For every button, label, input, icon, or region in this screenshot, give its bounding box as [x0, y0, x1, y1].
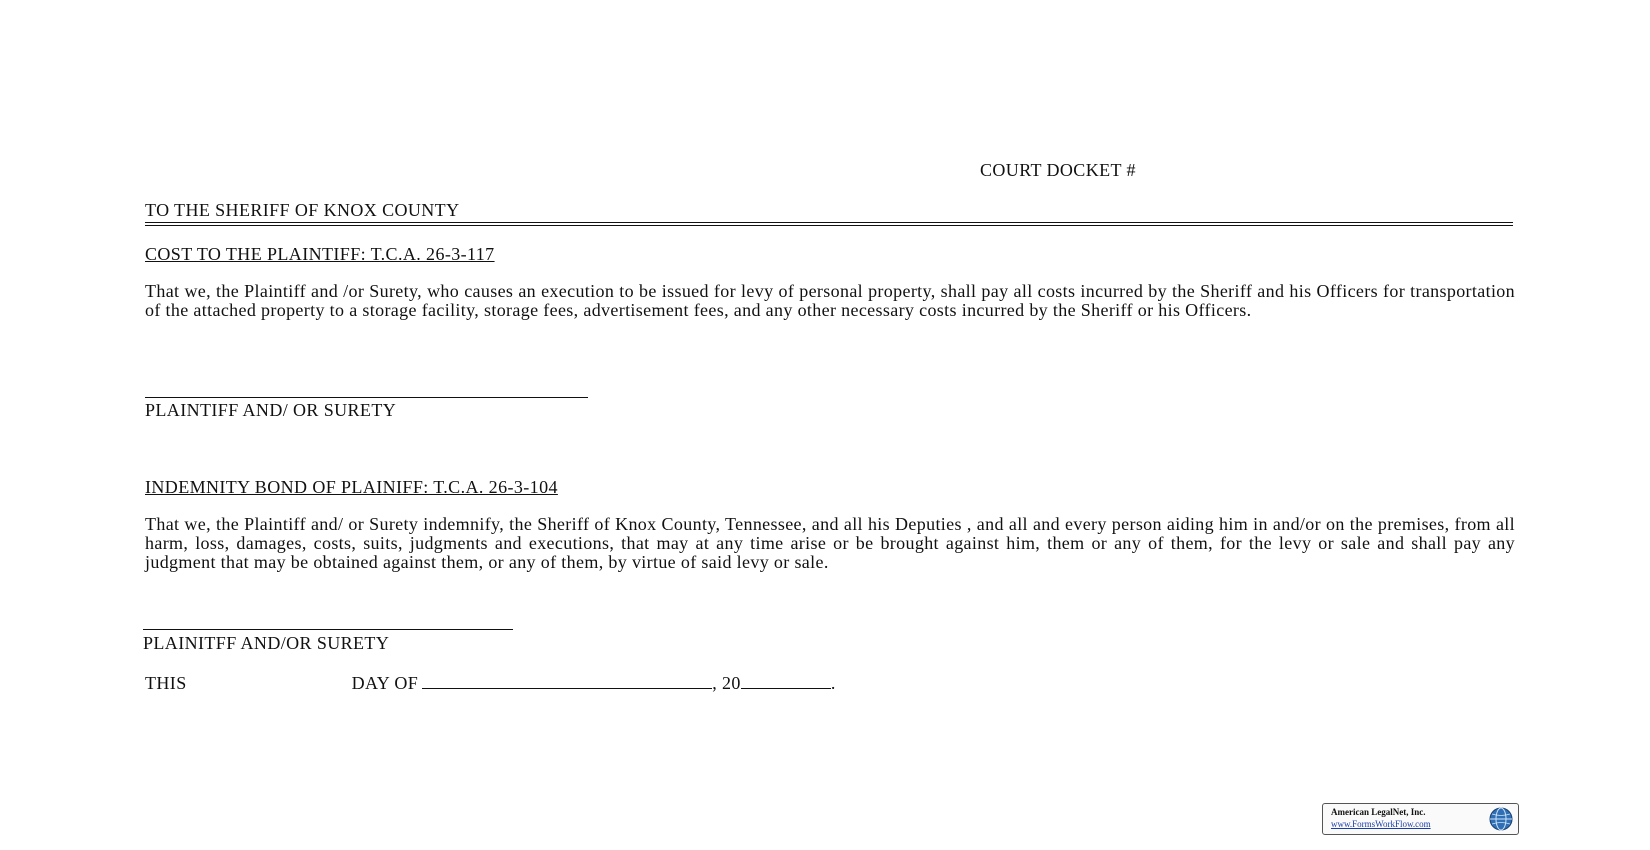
- double-rule-divider: [145, 222, 1513, 226]
- cost-paragraph: That we, the Plaintiff and /or Surety, who causes an execution to be issued for levy of personal property, shall pay all costs incurred by the Sheriff and his Officers for transportation of the attached property to a storage facility, storage fees, advertisement fees, and any other necessary costs incurred by the Sheriff or his Officers.: [145, 281, 1515, 320]
- year-blank: [741, 672, 831, 689]
- date-this-label: THIS: [145, 673, 187, 693]
- logo-company-name: American LegalNet, Inc.: [1331, 807, 1426, 817]
- heading-indemnity-bond: INDEMNITY BOND OF PLAINIFF: T.C.A. 26-3-104: [145, 477, 558, 497]
- month-blank: [422, 672, 712, 689]
- date-day-of-label: DAY OF: [351, 673, 419, 693]
- date-end: .: [830, 673, 836, 693]
- signature-label-2: PLAINITFF AND/OR SURETY: [143, 633, 390, 653]
- date-line: [145, 672, 836, 694]
- signature-line-2: [143, 629, 513, 630]
- indemnity-paragraph: That we, the Plaintiff and/ or Surety indemnify, the Sheriff of Knox County, Tennessee, and all his Deputies , and all and every person aiding him in and/or on the premises, from all harm, loss, damages, costs, suits, judgments and executions, that may at any time arise or be brought against him, them or any of them, for the levy or sale and shall pay any judgment that may be obtained against them, or any of them, by virtue of said levy or sale.: [145, 514, 1515, 572]
- signature-label-1: PLAINTIFF AND/ OR SURETY: [145, 400, 397, 420]
- globe-icon: [1488, 806, 1514, 832]
- heading-cost-to-plaintiff: COST TO THE PLAINTIFF: T.C.A. 26-3-117: [145, 244, 495, 264]
- american-legalnet-logo[interactable]: [1322, 803, 1519, 835]
- court-docket-label: COURT DOCKET #: [980, 160, 1136, 180]
- date-year-prefix: , 20: [712, 673, 741, 693]
- heading-sheriff: TO THE SHERIFF OF KNOX COUNTY: [145, 200, 460, 220]
- logo-url-link[interactable]: www.FormsWorkFlow.com: [1331, 819, 1431, 829]
- signature-line-1: [145, 397, 588, 398]
